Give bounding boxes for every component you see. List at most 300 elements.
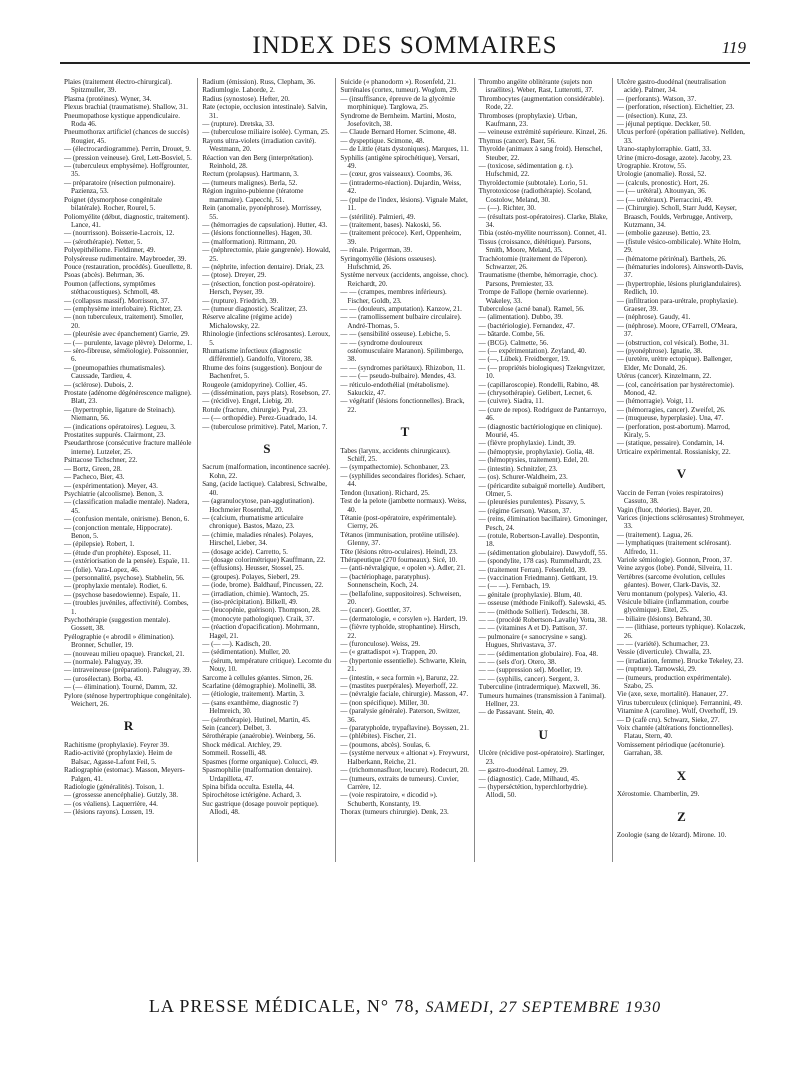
index-entry: Rhumatisme infectieux (diagnostic différentiel). Gandolfo, Vitorero, 38. xyxy=(202,347,313,364)
section-letter-heading: X xyxy=(676,767,687,783)
index-entry: Urano-staphylorraphie. Gattl, 33. xyxy=(616,145,712,154)
index-entry: Suicide (« phanodorm »). Rosenfeld, 21. xyxy=(340,78,456,86)
index-entry: Tendon (luxation). Richard, 25. xyxy=(340,488,430,497)
index-entry: — (— expérimentation). Zeyland, 40. xyxy=(478,347,587,355)
index-entry: — (pression veineuse). Grel, Lett-Bosviel, 5. xyxy=(64,153,192,162)
index-entry: Pneumopathose kystique appendiculaire. Roda 46. xyxy=(64,111,181,129)
index-entry: — (sérothérapie). Hutinel, Martin, 45. xyxy=(202,715,311,724)
index-entry: — (leucopénie, guérison). Thompson, 28. xyxy=(202,606,321,615)
index-entry: Vitamine A (caroline). Wolf, Overhoff, 19. xyxy=(616,707,738,716)
index-entry: Pyélographie (« abrodil » élimination). Bronner, Schuller, 19. xyxy=(64,632,175,650)
index-entry: Spasmophilie (malformation dentaire). Urdapilleta, 47. xyxy=(202,766,313,783)
index-entry: — — (ramollissement bulbaire circulaire). André-Thomas, 5. xyxy=(340,313,462,330)
index-entry: — (pleurésie avec épanchement) Garrie, 29. xyxy=(64,330,190,339)
index-entry: Sang, (acide lactique). Calabresi, Schwalbe, 40. xyxy=(202,480,328,497)
index-entry: — (infiltration para-urétrale, prophylaxie). Graeser, 39. xyxy=(616,296,738,313)
index-entry: Sommeil. Rosselli, 48. xyxy=(202,749,267,758)
index-entry: — lymphatiques (traitement sclérosant). Alfredo, 11. xyxy=(616,539,732,556)
index-entry: Utérus (cancer). Kinzelmann, 22. xyxy=(616,372,712,381)
section-letter-heading: Z xyxy=(677,808,686,824)
index-entry: Rachitisme (prophylaxie). Feyrer 39. xyxy=(64,740,169,749)
index-entry: — (fièvre typhoïde, strophantine). Hirsch, 22. xyxy=(340,623,460,640)
index-entry: — (os). Schurer-Waldheim, 23. xyxy=(478,473,568,482)
index-entry: Tissus (croissance, diététique). Parsons, Smith, Moore, Meland, 35. xyxy=(478,237,592,255)
index-entry: — (collapsus massif). Morrisson, 37. xyxy=(64,296,170,305)
index-entry: Vagin (fluor, théories). Bayer, 20. xyxy=(616,505,712,514)
index-entry: — (— urétéral). Altounyan, 36. xyxy=(616,187,707,196)
issue-date: SAMEDI, 27 SEPTEMBRE 1930 xyxy=(425,999,662,1016)
index-entry: — (récidive). Engel, Liebig, 20. xyxy=(202,397,294,406)
index-entry: — (intestin, « seca formin »), Barunz, 22. xyxy=(340,673,459,682)
index-entry: — (tuberculose primitive). Patel, Marion, 7. xyxy=(202,422,328,431)
index-entry: — (traitement précoce). Kerl, Oppenheim, 39. xyxy=(340,229,462,246)
index-entry: — (insuffisance, épreuve de la glycémie morphinique). Targlowa, 25. xyxy=(340,94,455,112)
index-entry: Syphilis (antigène spirochétique), Versari, 49. xyxy=(340,153,460,171)
index-entry: — (expérimentation). Meyer, 43. xyxy=(64,481,158,490)
index-entry: — (péricardite subaiguë mortelle). Audibert, Olmer, 5. xyxy=(478,481,606,498)
index-entry: — (alimentation). Dubbo, 39. xyxy=(478,313,563,322)
index-entry: — (sérothérapie). Netter, 5. xyxy=(64,237,143,246)
index-entry: — (classification maladie mentale). Nadera, 45. xyxy=(64,498,190,515)
index-entry: — (traitement, bases). Nakoski, 56. xyxy=(340,220,442,229)
index-entry: — jéjunal peptique. Deckker, 50. xyxy=(616,120,711,129)
page-number: 119 xyxy=(721,38,746,57)
index-entry: Shock médical. Atchley, 29. xyxy=(202,740,282,749)
index-entry: — (rupture). Tarnowski, 29. xyxy=(616,665,697,674)
index-entry: Psoas (abcès). Behrman, 36. xyxy=(64,271,145,280)
index-entry: — (conjonction mentale, Hippocrate). Benon, 5. xyxy=(64,523,173,540)
index-entry: Scarlatine (démographie). Molinelli, 38. xyxy=(202,682,317,691)
index-entry: — (« grattadispot »). Trappen, 20. xyxy=(340,648,438,657)
index-entry: — (tuberculose miliaire isolée). Cyrman, 25. xyxy=(202,128,330,137)
index-entry: — (spondylite, 178 cas). Rummelhardt, 23. xyxy=(478,557,602,566)
index-entry: — (non spécifique). Miller, 30. xyxy=(340,698,429,707)
index-entry: — (dosage colorimétrique) Kauffmann, 22. xyxy=(202,555,326,564)
index-entry: — rénale. Prigerman, 39. xyxy=(340,246,413,255)
index-entry: Thrombocytes (augmentation considérable). Rode, 22. xyxy=(478,94,605,112)
index-entry: — réticulo-endothélial (métabolisme). Sakuckiz, 47. xyxy=(340,380,450,398)
index-entry: — (stérilité). Palmieri, 49. xyxy=(340,212,416,221)
index-entry: — (extériorisation de la pensée). Espaïe, 11. xyxy=(64,557,190,566)
index-entry: — veineuse extrémité supérieure. Kinzel, 26. xyxy=(478,128,608,137)
index-entry: Pseudarthrose (consécutive fracture malléole interne). Lutzeler, 25. xyxy=(64,439,192,456)
index-entry: Prostate (adénome dégénérescence maligne). Blatt, 23. xyxy=(64,389,192,406)
index-entry: — (— propriétés biologiques) Tzekngvitzer, 10. xyxy=(478,363,605,381)
index-entry: — (nourrisson). Boisserie-Lacroix, 12. xyxy=(64,229,175,238)
index-entry: Région inguino-pubienne (tératome mammaire). Capecchi, 51. xyxy=(202,187,304,204)
index-entry: Rougeole (amidopyrine). Collier, 45. xyxy=(202,380,308,389)
index-entry: — (urosélectan). Borba, 43. xyxy=(64,674,144,683)
index-entry: — (indications opératoires). Legueu, 3. xyxy=(64,422,176,431)
index-entry: — (hémorragies de capsulation). Hutter, 43. xyxy=(202,220,328,229)
index-entry: — (col, cancérisation par hystérectomie). Monod, 42. xyxy=(616,380,735,398)
index-entry: — (— orthopédie). Perez-Guadrado, 14. xyxy=(202,414,318,423)
index-entry: Réserve alcaline (régime acide) Michalowsky, 22. xyxy=(202,313,292,330)
index-entry: Psychothérapie (suggestion mentale). Gossett, 38. xyxy=(64,616,171,633)
index-entry: Pouce (restauration, procédés). Gueullette, 8. xyxy=(64,262,193,271)
index-entry: — (sédimentation globulaire). Dawydoff, 55. xyxy=(478,548,608,557)
index-entry: — (hématuries indolores). Ainsworth-Davis, 37. xyxy=(616,262,744,280)
index-entry: — (réaction d'opacification). Mohrmann, Hagel, 21. xyxy=(202,623,320,640)
index-entry: — (furonculose). Weiss, 29. xyxy=(340,640,421,648)
index-entry: — (lésions fonctionnelles). Hagen, 30. xyxy=(202,229,312,238)
index-entry: — — (crampes, membres inférieurs). Fischer, Goldb, 23. xyxy=(340,288,447,305)
index-entry: — (dermatologie, « corsylen »). Hardert, 19. xyxy=(340,614,468,623)
index-entry: — — (méthode Sollieri). Tedeschi, 38. xyxy=(478,607,590,616)
index-entry: Veine azygos (lobe). Pondé, Silveira, 11. xyxy=(616,564,733,573)
index-entry: — (tumeurs, production expérimentale). Szabo, 25. xyxy=(616,673,732,691)
index-entry: Sarcome à cellules géantes. Simon, 26. xyxy=(202,673,313,682)
index-entry: — végétatif (lésions fonctionnelles). Brack, 22. xyxy=(340,397,465,414)
index-entry: Radiologie (généralités). Toison, 1. xyxy=(64,782,164,791)
index-entry: — (résultats post-opératoires). Clarke, Blake, 34. xyxy=(478,212,608,229)
index-entry: — (—, Lübek). Freidberger, 19. xyxy=(478,355,570,364)
index-entry: Virus tuberculeux (clinique). Ferrannini, 49. xyxy=(616,698,743,707)
index-entry: Tibia (ostéo-myélite nourrisson). Connet, 41. xyxy=(478,229,607,238)
index-entry: Rhume des foins (suggestion). Bonjour de Bachenfret, 5. xyxy=(202,363,322,381)
index-entry: Ulcère gastro-duodénal (neutralisation acide). Palmer, 34. xyxy=(616,78,726,95)
index-entry: — (toxicose, sédimentation g. r.). Hufschmid, 22. xyxy=(478,162,574,179)
index-entry: — — (syndromes pariétaux). Rhizobon, 11. xyxy=(340,363,466,372)
index-entry: — (bactériologie). Fernandez, 47. xyxy=(478,321,575,330)
index-entry: — (pulpe de l'index, lésions). Vignale Malet, 11. xyxy=(340,195,468,213)
index-entry: — (dissémination, pays plats). Rosebson, 27. xyxy=(202,389,331,398)
index-entry: Rotule (fracture, chirurgie). Pyal, 23. xyxy=(202,405,308,414)
index-entry: — (tumeurs malignes). Berla, 52. xyxy=(202,178,298,187)
index-entry: Polyséreuse rudimentaire. Maybroeder, 39. xyxy=(64,254,187,263)
index-entry: — (perforation, résection). Eicheltier, 23. xyxy=(616,103,735,112)
index-entry: Spasmes (forme organique). Colucci, 49. xyxy=(202,757,319,766)
index-entry: Varices (injections sclérosantes) Strohmeyer, 33. xyxy=(616,513,745,531)
index-entry: — (fièvre prophylaxie). Lindt, 39. xyxy=(478,439,576,448)
index-entry: — (sans exanthème, diagnostic ?) Helmreich, 30. xyxy=(202,698,299,716)
index-entry: Spina bifida occulta. Estella, 44. xyxy=(202,782,295,791)
index-entry: — — (variété). Schumacher, 23. xyxy=(616,640,710,648)
index-entry: — (BCG). Calmette, 56. xyxy=(478,338,549,347)
index-entry: Xérostomie. Chamberlin, 29. xyxy=(616,790,700,799)
index-entry: Sein (cancer). Delbet, 3. xyxy=(202,724,272,733)
index-entry: — (sédimentation). Muller, 20. xyxy=(202,648,291,657)
index-entry: — (chrysothérapie). Gelibert, Lecnet, 6. xyxy=(478,389,593,398)
index-entry: — — (syndrome douloureux ostéomusculaire Maranon). Spilimbergo, 38. xyxy=(340,338,464,364)
index-entry: Tête (lésions rétro-oculaires). Heindl, 23. xyxy=(340,547,458,556)
index-entry: — (uretère, urètre ectopique). Ballenger, Elder, Mc Donald, 26. xyxy=(616,355,733,372)
index-entry: — (traitement). Lagua, 26. xyxy=(616,530,693,539)
index-entry: — (hémorragie). Voigt, 11. xyxy=(616,397,694,406)
index-entry: — — (vitamines A et D). Pattison, 37. xyxy=(478,624,588,633)
index-entry: — (confusion mentale, onirisme). Benon, 6. xyxy=(64,515,190,524)
index-entry: — (prophylaxie mentale). Rodiet, 6. xyxy=(64,582,168,591)
index-entry: — (malformation). Rittmann, 20. xyxy=(202,237,297,246)
index-entry: — (néphrose). Moore, O'Farrell, O'Meara, 37. xyxy=(616,321,738,339)
index-entry: Sacrum (malformation, incontinence sacrée). Kohn, 22. xyxy=(202,463,331,480)
index-entry: — (pleurésies purulentes). Pissavy, 5. xyxy=(478,498,586,507)
index-entry: — (régime Gerson). Watson, 37. xyxy=(478,506,572,515)
section-letter-heading: T xyxy=(400,424,410,440)
index-entry: — (bactériophage, paratyphus). Sonnenschein, Koch, 24. xyxy=(340,572,431,590)
index-entry: — (grossesse anencéphalie). Gutzly, 38. xyxy=(64,791,178,800)
index-entry: — (étude d'un prophète). Esposel, 11. xyxy=(64,548,172,557)
index-entry: Psychiatrie (alcoolisme). Benon, 3. xyxy=(64,489,164,498)
journal-name: LA PRESSE MÉDICALE, N° 78, xyxy=(148,996,421,1016)
index-entry: — (épilepsie). Robert, 1. xyxy=(64,540,135,549)
index-entry: Radius (synostose). Hefter, 20. xyxy=(202,94,290,103)
index-entry: — (sympathectomie). Schonbauer, 23. xyxy=(340,463,450,472)
index-entry: Syringomyélie (lésions osseuses). Hufschmid, 26. xyxy=(340,254,437,271)
index-entry: — — (suppression sel). Moeller, 19. xyxy=(478,666,583,675)
index-entry: — (personnalité, psychose). Stabhelin, 56. xyxy=(64,573,185,582)
index-entry: Variole sémiologie). Gonnon, Proon, 37. xyxy=(616,555,732,564)
index-entry: — (calcium, rhumatisme articulaire chronique). Bastos, Mazo, 23. xyxy=(202,513,304,531)
index-entry: Thymus (cancer). Baer, 56. xyxy=(478,136,556,145)
index-entry: Ulcus perforé (opération palliative). Nellden, 33. xyxy=(616,128,745,145)
index-entry: — (statique, pessaire). Condamin, 14. xyxy=(616,439,725,448)
index-entry: — (paralysie générale). Paterson, Switzer, 36. xyxy=(340,707,461,724)
index-entry: Trompe de Fallope (hernie ovarienne). Wakeley, 33. xyxy=(478,288,589,305)
index-entry: Plasma (protéines). Wyner, 34. xyxy=(64,94,152,103)
index-columns xyxy=(60,78,750,862)
index-entry: — (anti-névralgique, « opolen »). Adler, 21. xyxy=(340,564,466,573)
index-entry: — (poumons, abcès). Soulas, 6. xyxy=(340,740,431,749)
index-entry: — (embolie gazeuse). Bettio, 23. xyxy=(616,229,711,238)
index-entry: Surrénales (cortex, tumeur). Woglom, 29. xyxy=(340,86,459,95)
index-entry: — — (sédimentation globulaire). Foa, 48. xyxy=(478,649,598,658)
index-entry: — (intestin). Schnitzler, 23. xyxy=(478,464,558,473)
index-entry: Rhinologie (infections sclérosantes). Leroux, 5. xyxy=(202,330,331,347)
index-entry: Poumon (affections, symptômes stéthacoustiques). Schmoll, 48. xyxy=(64,279,160,297)
index-entry: — (hypertrophie, lésions pluriglandulaires). Redlich, 10. xyxy=(616,279,742,297)
index-entry: — (tuberculeux emphysème). Hoffgrounter, 35. xyxy=(64,162,190,179)
index-entry: Trachéotomie (traitement de l'éperon). Schwarzer, 26. xyxy=(478,254,588,271)
index-entry: — (groupes). Polayes, Sieberl, 29. xyxy=(202,572,300,581)
index-entry: — (dosage acide). Carretto, 5. xyxy=(202,547,288,556)
section-letter-heading: U xyxy=(538,726,548,742)
page-header xyxy=(60,28,750,64)
index-entry: Urticaire expérimental. Rossianisky, 22. xyxy=(616,447,731,456)
section-letter-heading: V xyxy=(676,466,687,482)
index-entry: Tuberculine (intradermique). Maxwell, 36. xyxy=(478,683,601,692)
index-entry: — (ptose). Dreyer, 29. xyxy=(202,271,267,280)
index-entry: Réaction van den Berg (interprétation). Reinhold, 28. xyxy=(202,153,314,171)
index-entry: Syndrome de Bernheim. Martini, Mosto, Josefovitch, 38. xyxy=(340,111,457,129)
index-entry: — (irradiation, femme). Brucke Tekeley, 23. xyxy=(616,656,744,665)
index-entry: — (hypertonie essentielle). Schwarte, Klein, 21. xyxy=(340,656,467,674)
index-entry: Poignet (dysmorphose congénitale bilatérale). Rocher, Rourel, 5. xyxy=(64,195,163,213)
index-entry: Vésicule biliaire (inflammation, courbe glycémique). Eitel, 25. xyxy=(616,597,729,615)
index-entry: Zoologie (sang de lézard). Mirone. 10. xyxy=(616,830,727,839)
index-entry: — (hémorragies, cancer). Zweifel, 26. xyxy=(616,405,726,414)
index-entry: — (névralgie faciale, chirurgie). Masson, 47. xyxy=(340,690,469,699)
index-entry: Pneumothorax artificiel (chances de succès) Rougier, 45. xyxy=(64,128,189,145)
index-entry: — (perforation, post-abortum). Marrod, Kiraly, 5. xyxy=(616,422,730,440)
index-entry: — (néphrite, infection dentaire). Driak, 23. xyxy=(202,262,325,271)
index-entry: Tétanie (post-opératoire, expérimentale). Cierny, 26. xyxy=(340,513,457,531)
index-entry: — (obstruction, col vésical). Bothe, 31. xyxy=(616,338,729,347)
index-entry: — génitale (prophylaxie). Blum, 40. xyxy=(478,590,583,599)
index-entry: — (paratyphoïde, trypaflavine). Boyssen, 21. xyxy=(340,724,469,733)
index-entry: — (muqueuse, hyperplasie). Una, 47. xyxy=(616,414,724,423)
index-entry: — (iode, brome). Baldhauf, Pincussen, 22. xyxy=(202,581,324,590)
index-entry: — de Passavant. Stein, 40. xyxy=(478,708,555,717)
index-entry: — préparatoire (résection pulmonaire). Pazienza, 53. xyxy=(64,178,176,196)
section-letter-heading: R xyxy=(123,718,134,734)
index-entry: — — (sensibilité osseuse). Lebiche, 5. xyxy=(340,330,451,339)
index-entry: — (cuivre). Siadra, 11. xyxy=(478,397,544,406)
index-entry: Plaies (traitement électro-chirurgical). Spitzmuller, 39. xyxy=(64,78,172,95)
index-entry: — (psychose basedowienne). Espaïe, 11. xyxy=(64,590,181,599)
index-entry: Vie (axe, sexe, mortalité). Hanauer, 27. xyxy=(616,690,728,699)
index-entry: — (— purulente, lavage plèvre). Delorme, 1. xyxy=(64,338,193,347)
index-entry: — D (cafè cru). Schwarz, Sieke, 27. xyxy=(616,715,720,724)
index-entry: — (diagnostic bactériologique en clinique). Mourié, 45. xyxy=(478,422,603,440)
index-column xyxy=(474,78,612,862)
index-entry: — (effusions). Heusser, Stossel, 25. xyxy=(202,564,304,573)
index-entry: — (sérum, température critique). Lecomte du Nouy, 10. xyxy=(202,656,332,674)
index-entry: — (fistule vésico-ombilicale). White Holm, 29. xyxy=(616,237,741,255)
index-entry: — (reins, élimination bacillaire). Gmoninger, Pesch, 24. xyxy=(478,515,608,532)
index-entry: — dyspeptique. Scimone, 48. xyxy=(340,136,425,145)
index-entry: — (pyonéphrose). Ignatie, 38. xyxy=(616,347,703,355)
index-entry: — (hémoptysie, prophylaxie). Golia, 48. xyxy=(478,447,595,456)
index-entry: Ulcère (récidive post-opératoire). Starlinger, 23. xyxy=(478,749,605,766)
page-title: INDEX DES SOMMAIRES xyxy=(252,32,558,59)
index-entry: — (calculs, pronostic). Hort, 26. xyxy=(616,178,710,187)
index-entry: — bâtarde. Combe, 56. xyxy=(478,330,545,339)
index-entry: — (chimie, maladies rénales). Polayes, Hirschel, Lieber, 34. xyxy=(202,530,314,548)
index-entry: — (— urétéraux). Pierraccini, 49. xyxy=(616,195,713,204)
index-entry: Urographie. Krotow, 55. xyxy=(616,162,687,171)
index-entry: — (mastites puerpérales). Meyerhoff, 22. xyxy=(340,682,458,691)
index-entry: Thérapeutique (270 fourneaux). Sicé, 10. xyxy=(340,555,458,564)
index-entry: — Claude Bernard Horner. Scimone, 48. xyxy=(340,128,457,137)
index-entry: — (irradiation, chimie). Wantoch, 25. xyxy=(202,589,310,598)
index-entry: Radio-activité (prophylaxie). Heim de Balsac, Agasse-Lafont Feil, 5. xyxy=(64,749,173,766)
index-entry: Sérothérapie (anaérobie). Weinberg, 56. xyxy=(202,732,316,741)
index-entry: Thyrotoxicose (radiothérapie). Scoland, Costolow, Meland, 30. xyxy=(478,187,592,204)
index-entry: — (iso-précipitation). Bilkell, 49. xyxy=(202,597,298,606)
index-entry: Spirochétose ictérigène. Achard, 3. xyxy=(202,791,302,800)
index-entry: — (hématome périrénal). Barthels, 26. xyxy=(616,254,727,263)
index-entry: — sèro-fibreuse, séméiologie). Poissonnier, 6. xyxy=(64,347,189,364)
index-entry: — (hypertrophie, ligature de Steinach). Niemann, 56. xyxy=(64,405,176,423)
index-entry: — (hyperséctétion, hyperchlorhydrie). Allodi, 50. xyxy=(478,782,588,800)
index-entry: Poliomyélite (début, diagnostic, traitement). Lance, 41. xyxy=(64,212,190,229)
index-entry: Thyroïdectomie (subtotale). Lorio, 51. xyxy=(478,178,588,187)
index-entry: — (rotule, Robertson-Lavalle). Despontin, 18. xyxy=(478,531,600,549)
index-entry: Suc gastrique (dosage pouvoir peptique). Allodi, 48. xyxy=(202,799,319,817)
index-entry: Vaccin de Ferran (voies respiratoires) Cassuto, 38. xyxy=(616,488,724,506)
index-entry: — (— —). Kadisch, 20. xyxy=(202,640,271,648)
index-entry: — (non tuberculeux, traitement). Smoller, 20. xyxy=(64,313,184,330)
index-entry: Plexus brachial (traumatisme). Shallow, 31. xyxy=(64,103,188,112)
index-column xyxy=(197,78,335,862)
index-entry: — (syphilides secondaires florides). Schaer, 44. xyxy=(340,471,466,489)
index-entry: — (néphrectomie, plaie gangrenée). Howald, 25. xyxy=(202,246,331,263)
index-entry: — (— —). Fernbach, 19. xyxy=(478,582,551,591)
index-entry: — (lésions rayons). Lossen, 19. xyxy=(64,808,155,817)
index-entry: — (diagnostic). Cade, Milhaud, 45. xyxy=(478,774,580,783)
index-entry: — de Little (états dystoniques). Marques, 11. xyxy=(340,145,469,154)
index-entry: Rayons ultra-violets (irradiation cavité). Westmann, 20. xyxy=(202,136,317,154)
index-entry: — (rupture). Dretska, 33. xyxy=(202,120,275,129)
index-entry: Thorax (tumeurs chirurgie). Denk, 23. xyxy=(340,808,449,817)
index-entry: — — (douleurs, amputation). Kanzow, 21. xyxy=(340,304,462,313)
index-entry: Traumatisme (thembe, hémorragie, choc). Parsons, Premiester, 33. xyxy=(478,271,598,288)
index-entry: — — (syphilis, cancer). Sergent, 3. xyxy=(478,674,580,683)
index-entry: — (cancer). Goettler, 37. xyxy=(340,606,412,615)
index-entry: — Bortz, Green, 28. xyxy=(64,464,122,473)
index-entry: — biliaire (lésions). Behrand, 30. xyxy=(616,614,712,623)
index-entry: — (phlébites). Fischer, 21. xyxy=(340,732,417,741)
index-entry: Rate (ectopie, occlusion intestinale). Salvin, 31. xyxy=(202,103,328,120)
index-entry: Veru montanum (polypes). Valerio, 43. xyxy=(616,589,728,598)
index-entry: Urologie (anomalie). Rossi, 52. xyxy=(616,170,707,179)
index-entry: — — (procédé Robertson-Lavalle) Votta, 38. xyxy=(478,616,607,624)
index-entry: Psittacose Tichschner, 22. xyxy=(64,456,138,465)
index-entry: — (perforants). Watson, 37. xyxy=(616,94,697,103)
index-entry: — (folie). Vara-Lopez, 46. xyxy=(64,565,140,574)
index-entry: — (résection, fonction post-opératoire). Hersch, Peyser, 39. xyxy=(202,279,316,297)
index-entry: — (cœur, gros vaisseaux). Coombs, 36. xyxy=(340,170,453,179)
index-entry: Thyroïde (animaux à sang froid). Henschel, Steuber, 22. xyxy=(478,145,603,162)
index-entry: Radiographie (estomac). Masson, Meyers-Palgen, 41. xyxy=(64,766,185,783)
index-entry: — (troubles juvéniles, affectivité). Combes, 1. xyxy=(64,599,189,616)
index-entry: — — (— pseudo-bulbaire). Mendes, 43. xyxy=(340,372,456,381)
index-entry: — (nouveau milieu opaque). Franckel, 21. xyxy=(64,649,185,658)
index-column xyxy=(612,78,750,862)
index-entry: Tabes (larynx, accidents chirurgicaux). Schiff, 25. xyxy=(340,446,451,464)
index-entry: Rein (anomalie, pyonéphrose). Morrissey, 55. xyxy=(202,204,322,221)
index-entry: — (capillaroscopie). Rondelli, Rabino, 48. xyxy=(478,380,600,389)
index-entry: Rectum (prolapsus). Hartmann, 3. xyxy=(202,170,299,179)
index-entry: — (hémoptysies, traitement). Edel, 20. xyxy=(478,456,589,465)
index-entry: — (voie respiratoire, « dicodid »). Schuberth, Konstanty, 19. xyxy=(340,791,438,808)
index-entry: Tuberculose (acné banal). Ramel, 56. xyxy=(478,304,585,313)
index-entry: — (électrocardiogramme). Perrin, Drouet, 9. xyxy=(64,145,191,154)
section-letter-heading: S xyxy=(263,441,271,457)
index-column xyxy=(60,78,197,862)
index-entry: — (monocyte pathologique). Craik, 37. xyxy=(202,614,315,623)
page-footer xyxy=(60,996,750,1017)
index-entry: — (pneumopathies rhumatismales). Caussade, Tardieu, 4. xyxy=(64,363,166,381)
index-entry: Vertèbres (sarcome évolution, cellules géantes). Bower, Clark-Davis, 32. xyxy=(616,572,726,590)
index-entry: Urine (micro-dosage, azote). Jacoby, 23. xyxy=(616,153,732,162)
index-entry: — (néphrose). Gaudy, 41. xyxy=(616,313,691,322)
index-entry: Vomissement périodique (acétonurie). Garrahan, 38. xyxy=(616,740,725,758)
index-entry: — (étiologie, traitement). Martin, 3. xyxy=(202,690,305,699)
index-entry: Radium (émission). Russ, Clepham, 36. xyxy=(202,78,316,86)
index-entry: Thromboses (prophylaxie). Urban, Kaufmann, 23. xyxy=(478,111,578,129)
index-entry: — Pacheco, Bier, 43. xyxy=(64,473,125,482)
index-entry: — (système nerveux « altionat »). Freywurst, Halberkann, Reiche, 21. xyxy=(340,749,470,766)
index-entry: Thrombo angéite oblitérante (sujets non israélites). Weber, Rast, Lutterotti, 37. xyxy=(478,78,594,95)
index-entry: Vessie (diverticule). Chwalla, 23. xyxy=(616,648,712,657)
index-entry: Tumeurs humaines (transmission à l'animal). Hellner, 23. xyxy=(478,691,606,709)
index-entry: — (sclérose). Dubois, 2. xyxy=(64,380,134,389)
index-entry: — (vaccination Friedmann). Gettkant, 19. xyxy=(478,573,598,582)
index-entry: Système nerveux (accidents, angoisse, choc). Reichardt, 20. xyxy=(340,271,469,288)
index-entry: — (résection). Kunz, 23. xyxy=(616,111,688,120)
index-entry: — (agranulocytose, pan-agglutination). Hochmeier Rosenthal, 20. xyxy=(202,497,315,514)
index-entry: — pulmonaire (« sanocrysine » sang). Hugues, Shrivastava, 37. xyxy=(478,632,587,650)
index-entry: Pylore (sténose hypertrophique congénitale). Weichert, 26. xyxy=(64,691,192,709)
index-entry: — (os véaliens). Laquerrière, 44. xyxy=(64,799,158,808)
index-entry: — gastro-duodénal. Lamey, 29. xyxy=(478,766,569,775)
index-entry: — (trichomonasfluor, leucure). Rodecurt, 20. xyxy=(340,766,469,775)
index-entry: — (intradermo-réaction). Dujardin, Weiss, 42. xyxy=(340,178,462,196)
index-entry: — (tumeur diagnostic). Scalitzer, 23. xyxy=(202,304,308,313)
index-entry: — (Chirurgie). Scholl, Starr Judd, Keyser, Braasch, Foulds, Verbrugge, Antiverp, Kutzmann, 34. xyxy=(616,204,737,229)
